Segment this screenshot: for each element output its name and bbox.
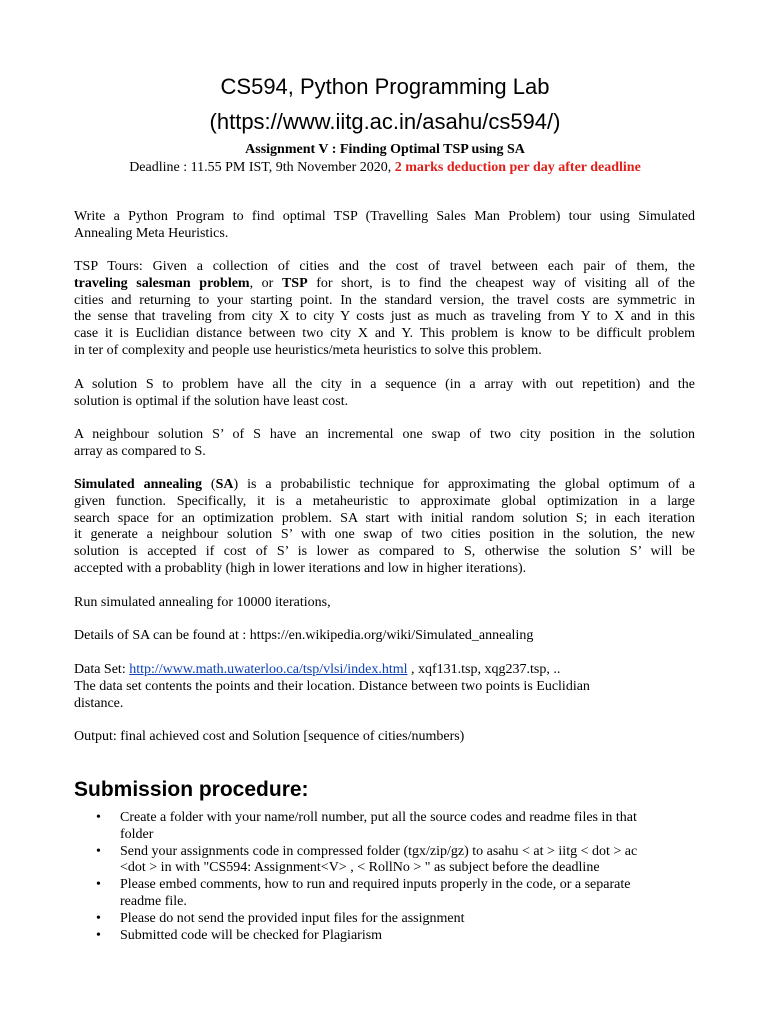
tsp-line-6: in ter of complexity and people use heuristics/meta heuristics to solve this problem.: [74, 342, 542, 358]
neighbour-paragraph: [74, 427, 695, 461]
bullet-icon: •: [96, 927, 101, 943]
assignment-title: Assignment V : Finding Optimal TSP using SA: [245, 142, 525, 157]
run-line: Run simulated annealing for 10000 iterations,: [74, 595, 331, 610]
neighbour-line-1: A neighbour solution S’ of S have an incremental one swap of two city position in the solution: [74, 427, 695, 442]
tsp-line-1: TSP Tours: Given a collection of cities and the cost of travel between each pair of them, the: [74, 259, 695, 274]
list-item: • Send your assignments code in compressed folder (tgx/zip/gz) to asahu < at > iitg < dot > ac <dot > in with "CS594: Assignment<V> , < RollNo > " as subject before the deadline: [96, 843, 638, 876]
dataset-link[interactable]: http://www.math.uwaterloo.ca/tsp/vlsi/index.html: [129, 662, 408, 677]
dataset-desc-1: The data set contents the points and their location. Distance between two points is Euclidian: [74, 679, 590, 694]
sa-line-5: solution is accepted if cost of S’ is lower as compared to S, otherwise the solution S’ will be: [74, 544, 695, 560]
bullet-icon: •: [96, 910, 101, 926]
solution-line-2: solution is optimal if the solution have least cost.: [74, 393, 349, 409]
tsp-line-2-rest: for short, is to find the cheapest way of visiting all of the: [307, 275, 695, 291]
sa-term-bold: Simulated annealing: [74, 477, 202, 492]
dataset-files: , xqf131.tsp, xqg237.tsp, ..: [407, 662, 561, 677]
tsp-line-2: [74, 276, 695, 293]
submission-list: [74, 810, 695, 944]
deadline-line: [0, 160, 770, 176]
sa-line-6: accepted with a probablity (high in lower iterations and low in higher iterations).: [74, 560, 527, 576]
deadline-penalty: 2 marks deduction per day after deadline: [394, 160, 641, 175]
sa-line-4: it generate a neighbour solution S’ with one swap of two cities position in the solution, the new: [74, 527, 695, 543]
dataset-label: Data Set:: [74, 662, 130, 677]
sa-line-1-mid: (: [201, 477, 216, 492]
tsp-line-4: the sense that traveling from city X to city Y costs just as much as traveling from Y to X and in this: [74, 309, 695, 325]
dataset-desc-2: distance.: [74, 696, 124, 711]
tsp-line-5: case it is Euclidian distance between two city X and Y. This problem is know to be difficult problem: [74, 326, 695, 342]
course-url: (https://www.iitg.ac.in/asahu/cs594/): [209, 109, 561, 134]
bullet-icon: •: [96, 810, 101, 825]
submission-heading: Submission procedure:: [74, 778, 309, 801]
list-item: • Please embed comments, how to run and required inputs properly in the code, or a separate readme file.: [96, 877, 631, 909]
tsp-abbrev-bold: TSP: [281, 275, 308, 291]
tsp-term-bold: traveling salesman problem: [74, 275, 250, 291]
solution-paragraph: [74, 377, 695, 411]
bullet-icon: •: [96, 843, 101, 859]
tsp-line-2-mid: , or: [249, 275, 282, 291]
sa-abbrev-bold: SA: [215, 477, 234, 492]
dataset-line: [74, 662, 695, 679]
deadline-text: Deadline : 11.55 PM IST, 9th November 2020,: [129, 160, 395, 175]
intro-paragraph: [74, 209, 695, 243]
list-item: • Submitted code will be checked for Plagiarism: [96, 927, 383, 943]
bullet-icon: •: [96, 877, 101, 893]
tsp-paragraph: [74, 259, 695, 360]
course-title: CS594, Python Programming Lab: [220, 74, 550, 99]
sa-line-1-rest: ) is a probabilistic technique for approximating the global optimum of a: [233, 477, 696, 492]
tsp-line-3: cities and returning to your starting point. In the standard version, the travel costs are symmetric in: [74, 292, 695, 308]
list-item: • Please do not send the provided input files for the assignment: [96, 910, 465, 926]
solution-line-1: A solution S to problem have all the city in a sequence (in a array with out repetition) and the: [74, 377, 695, 392]
details-line: Details of SA can be found at : https://en.wikipedia.org/wiki/Simulated_annealing: [74, 628, 534, 643]
output-line: Output: final achieved cost and Solution [sequence of cities/numbers): [74, 729, 465, 744]
sa-line-1: [74, 477, 695, 494]
sa-paragraph: [74, 477, 695, 578]
sa-line-2: given function. Specifically, it is a metaheuristic to approximate global optimization in a large: [74, 493, 695, 509]
list-item: • Create a folder with your name/roll number, put all the source codes and readme files in that folder: [96, 810, 637, 842]
sa-line-3: search space for an optimization problem. SA start with initial random solution S; in each iteration: [74, 510, 695, 526]
intro-line-1: Write a Python Program to find optimal TSP (Travelling Sales Man Problem) tour using Simulated: [74, 209, 695, 224]
neighbour-line-2: array as compared to S.: [74, 443, 206, 459]
intro-line-2: Annealing Meta Heuristics.: [74, 225, 229, 241]
